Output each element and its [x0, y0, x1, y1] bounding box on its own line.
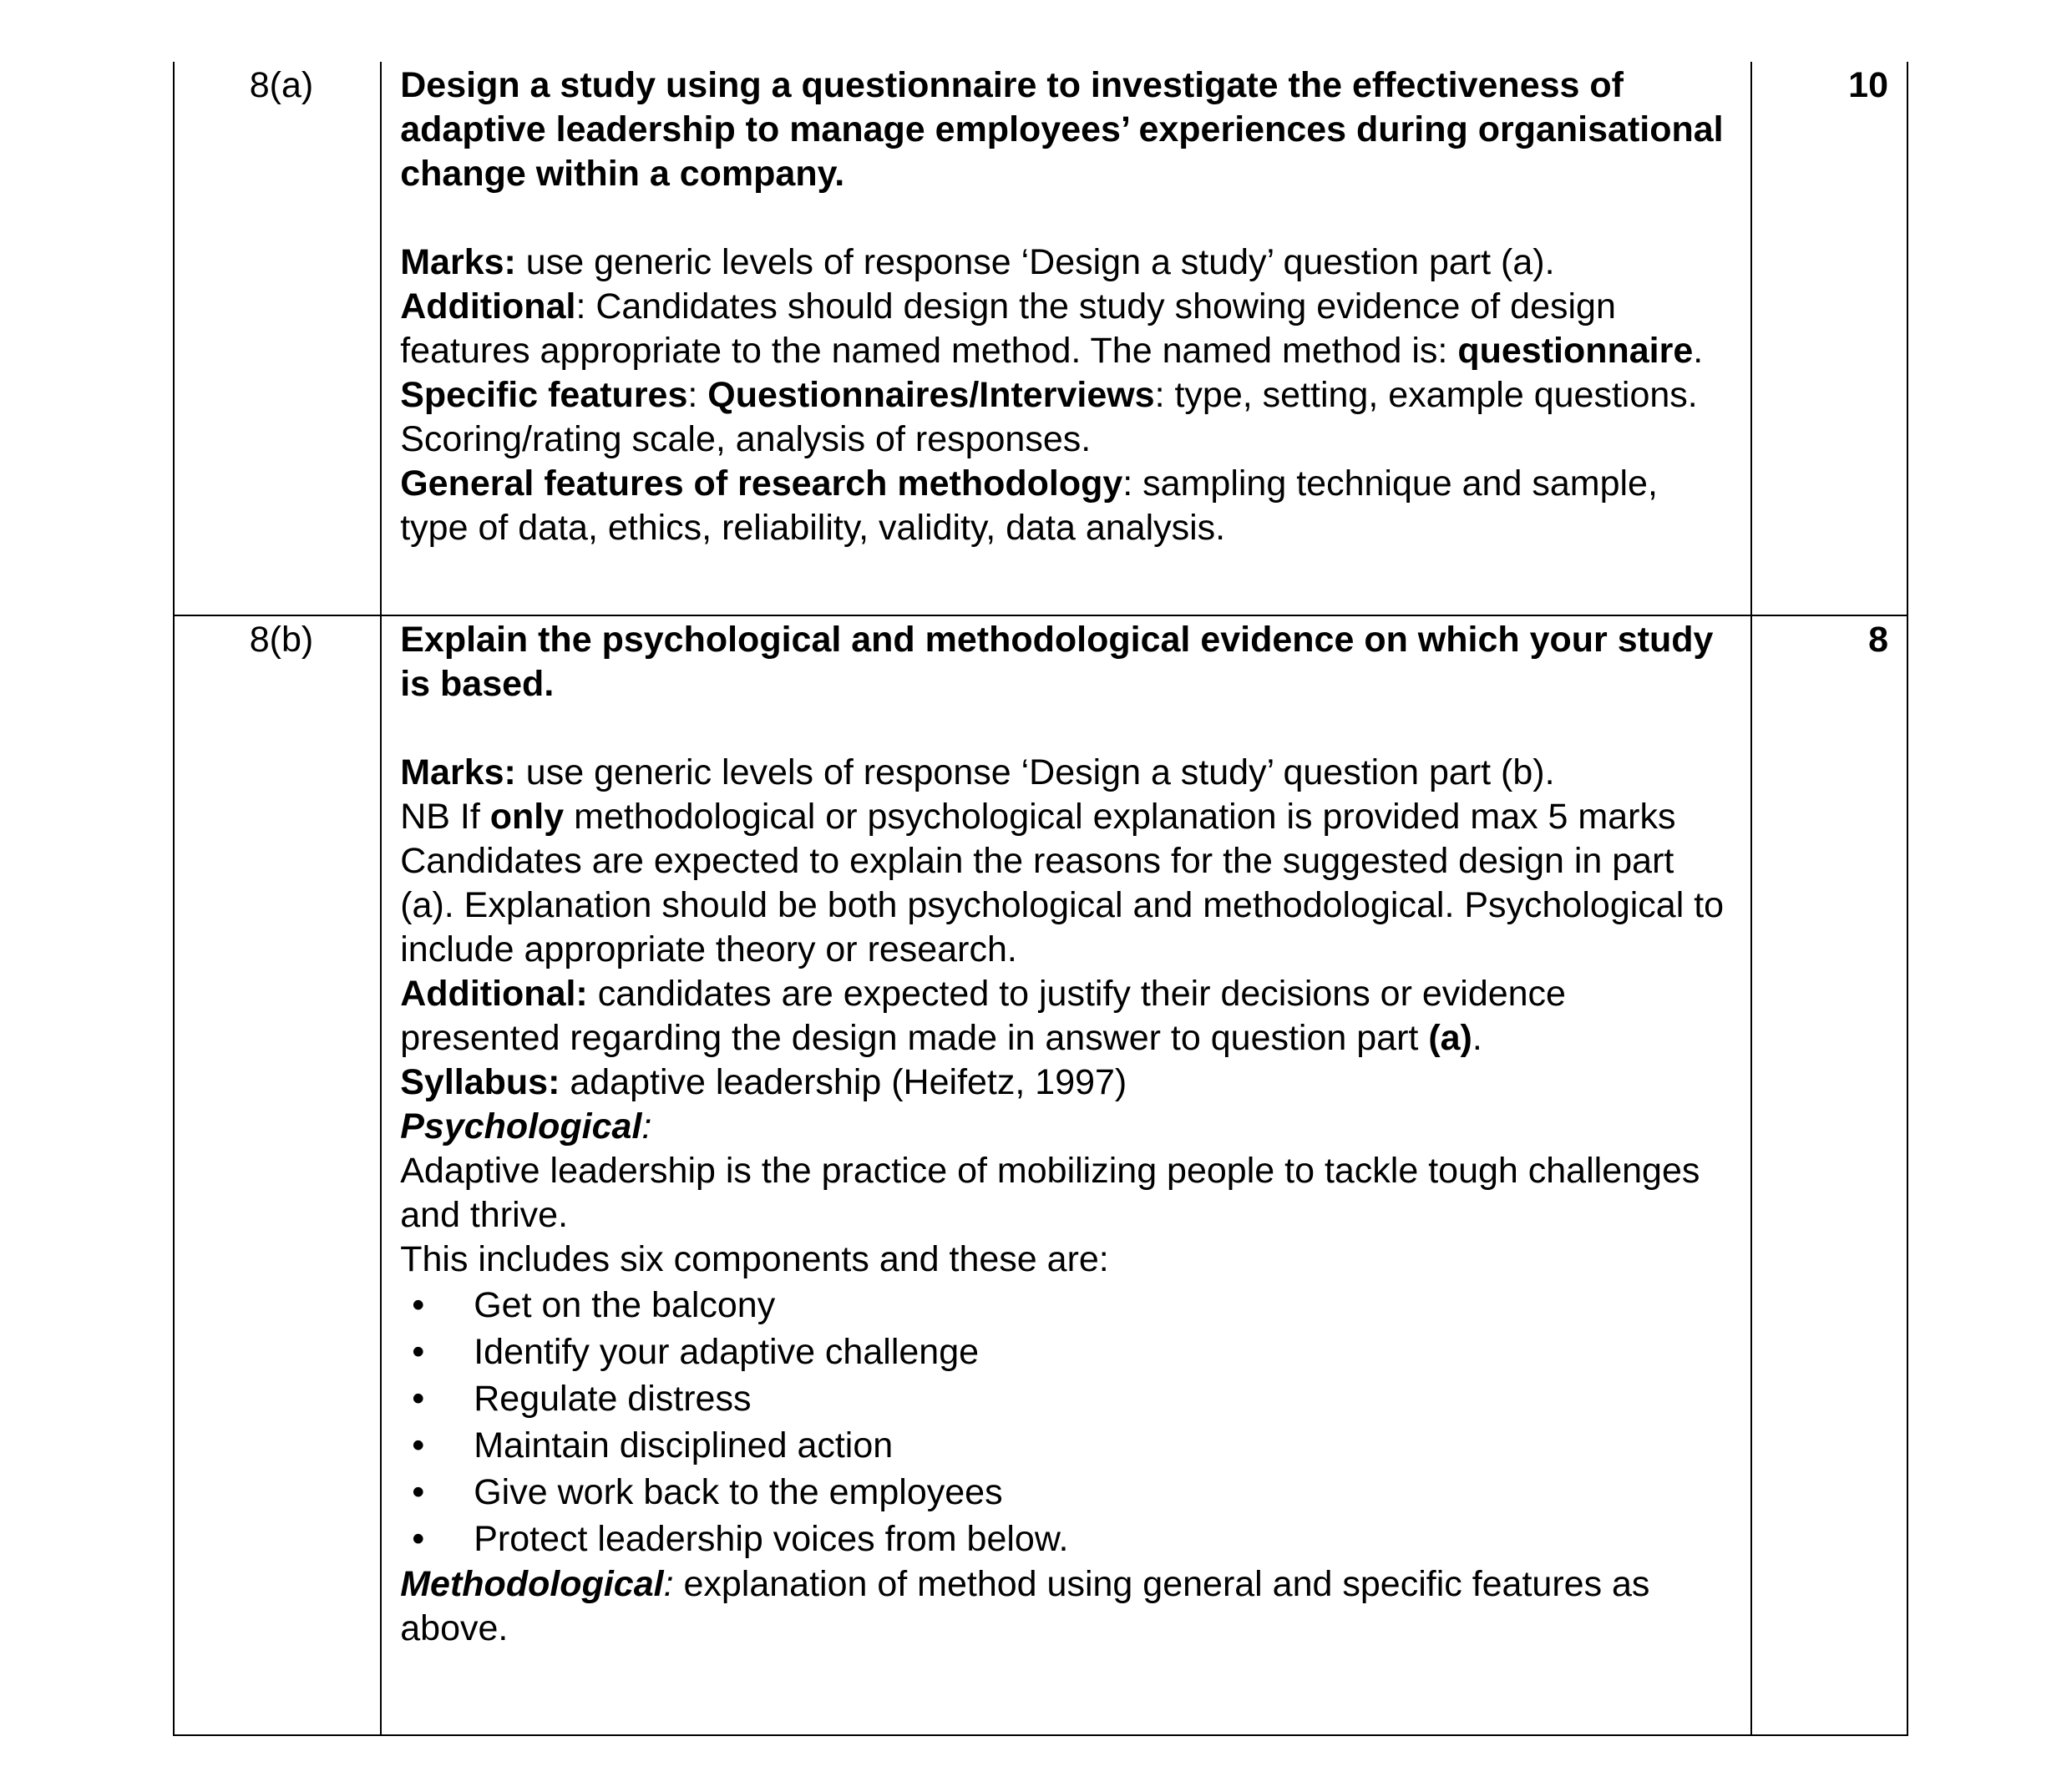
list-item-text: Maintain disciplined action	[474, 1425, 894, 1466]
question-number: 8(a)	[249, 65, 314, 105]
list-item-text: Regulate distress	[474, 1379, 752, 1419]
list-item	[400, 1329, 1734, 1375]
bullet-icon: •	[412, 1425, 425, 1466]
general-text: : sampling technique and sample, type of data, ethics, reliability, validity, data analysis.	[400, 463, 1658, 548]
method-name: questionnaire	[1457, 331, 1694, 371]
additional-end: .	[1472, 1018, 1482, 1058]
components-list	[400, 1282, 1734, 1562]
syllabus	[400, 1061, 1734, 1105]
list-item	[400, 1422, 1734, 1469]
methodological-text: explanation of method using general and specific features as above.	[400, 1564, 1650, 1648]
marks-cell	[1751, 615, 1907, 1735]
list-item-text: Identify your adaptive challenge	[474, 1332, 980, 1372]
marks-label: Marks:	[400, 242, 516, 282]
bullet-icon: •	[412, 1379, 425, 1419]
bullet-icon: •	[412, 1285, 425, 1325]
bullet-icon: •	[412, 1332, 425, 1372]
method-end: .	[1693, 331, 1704, 371]
marks-cell	[1751, 62, 1907, 615]
specific-features	[400, 373, 1734, 462]
additional-ref: (a)	[1428, 1018, 1472, 1058]
specific-text: : type, setting, example questions. Scoring/rating scale, analysis of responses.	[400, 375, 1698, 459]
components-intro: This includes six components and these are:	[400, 1239, 1109, 1279]
marks-text: use generic levels of response ‘Design a study’ question part (a).	[515, 242, 1555, 282]
question-text: Explain the psychological and methodological evidence on which your study is based.	[400, 620, 1714, 704]
question-number-cell	[174, 62, 381, 615]
methodological-colon: :	[663, 1564, 674, 1604]
nb-bold: only	[489, 797, 565, 837]
specific-sep: :	[687, 375, 708, 415]
question-number-cell	[174, 615, 381, 1735]
additional-guidance	[400, 285, 1734, 373]
answer-cell	[381, 62, 1751, 615]
specific-label: Specific features	[400, 375, 688, 415]
additional-label: Additional	[400, 286, 576, 327]
general-features	[400, 462, 1734, 550]
list-item-text: Protect leadership voices from below.	[474, 1519, 1069, 1559]
list-item	[400, 1375, 1734, 1422]
nb-note	[400, 795, 1734, 839]
list-item-text: Give work back to the employees	[474, 1472, 1003, 1512]
general-label: General features of research methodology	[400, 463, 1123, 504]
psychological-colon: :	[641, 1106, 652, 1147]
marks-value: 8	[1868, 620, 1888, 660]
marks-guidance	[400, 240, 1734, 285]
additional-text: candidates are expected to justify their decisions or evidence presented regarding the design made in answer to question part	[400, 974, 1566, 1058]
additional-guidance	[400, 972, 1734, 1061]
list-item-text: Get on the balcony	[474, 1285, 776, 1325]
marks-label: Marks:	[400, 752, 516, 792]
nb-end: methodological or psychological explanation is provided max 5 marks	[564, 797, 1676, 837]
marks-text: use generic levels of response ‘Design a study’ question part (b).	[515, 752, 1555, 792]
additional-label: Additional:	[400, 974, 588, 1014]
psychological-label: Psychological	[400, 1106, 642, 1147]
mark-scheme-table	[173, 62, 1908, 1736]
table-row	[174, 615, 1907, 1735]
answer-cell	[381, 615, 1751, 1735]
psychological-heading	[400, 1105, 1734, 1149]
syllabus-text: adaptive leadership (Heifetz, 1997)	[560, 1062, 1127, 1102]
table-row	[174, 62, 1907, 615]
additional-text: : Candidates should design the study showing evidence of design features appropriate to the named method. The named method is:	[400, 286, 1616, 371]
nb-start: NB If	[400, 797, 490, 837]
bullet-icon: •	[412, 1472, 425, 1512]
syllabus-label: Syllabus:	[400, 1062, 560, 1102]
bullet-icon: •	[412, 1519, 425, 1559]
list-item	[400, 1282, 1734, 1329]
specific-sub-label: Questionnaires/Interviews	[707, 375, 1155, 415]
expected-text: Candidates are expected to explain the reasons for the suggested design in part (a). Explanation should be both psychological and methodological. Psychological to include appropriate theory or research.	[400, 841, 1725, 969]
list-item	[400, 1516, 1734, 1562]
psychological-text: Adaptive leadership is the practice of mobilizing people to tackle tough challenges and thrive.	[400, 1151, 1700, 1235]
list-item	[400, 1469, 1734, 1516]
marks-value: 10	[1848, 65, 1888, 105]
question-number: 8(b)	[249, 620, 314, 660]
methodological-label: Methodological	[400, 1564, 664, 1604]
question-text: Design a study using a questionnaire to investigate the effectiveness of adaptive leadership to manage employees’ experiences during organisational change within a company.	[400, 65, 1724, 194]
marks-guidance	[400, 751, 1734, 795]
methodological-note	[400, 1562, 1734, 1651]
